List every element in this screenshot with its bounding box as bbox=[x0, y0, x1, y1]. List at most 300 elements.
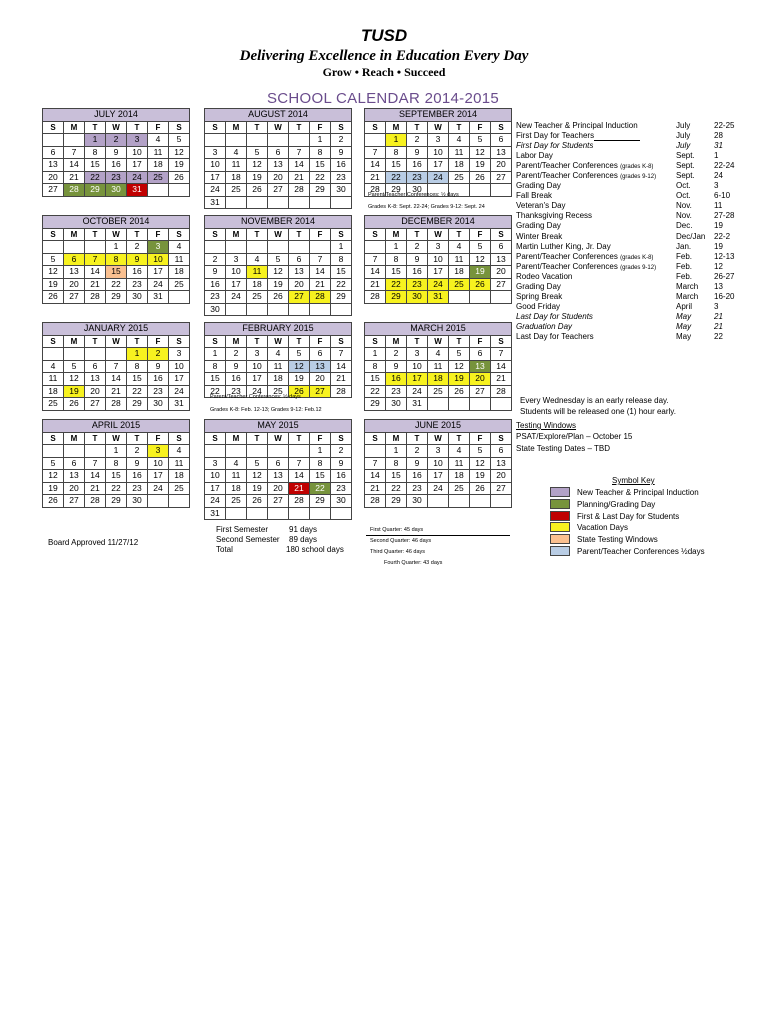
tagline: Delivering Excellence in Education Every Day bbox=[239, 48, 529, 64]
day-cell: 5 bbox=[289, 348, 310, 361]
day-cell: 6 bbox=[64, 253, 85, 266]
day-cell: 18 bbox=[247, 278, 268, 291]
empty-cell bbox=[289, 241, 310, 254]
day-cell: 22 bbox=[127, 385, 148, 398]
month-name: AUGUST 2014 bbox=[205, 109, 352, 122]
day-cell: 3 bbox=[205, 146, 226, 159]
day-cell: 2 bbox=[127, 241, 148, 254]
event-date: 19 bbox=[714, 241, 723, 251]
event-row bbox=[516, 181, 766, 191]
weekday-header: T bbox=[127, 335, 148, 348]
weekday-header: S bbox=[491, 121, 512, 134]
weekday-header: T bbox=[407, 335, 428, 348]
day-cell: 3 bbox=[407, 348, 428, 361]
day-cell: 18 bbox=[449, 159, 470, 172]
day-cell: 15 bbox=[106, 470, 127, 483]
weekday-header: W bbox=[428, 432, 449, 445]
color-swatch bbox=[550, 487, 570, 497]
event-name: Spring Break bbox=[516, 291, 563, 301]
event-date: 19 bbox=[714, 221, 723, 231]
day-cell: 6 bbox=[310, 348, 331, 361]
empty-cell bbox=[470, 184, 491, 197]
day-cell: 28 bbox=[310, 291, 331, 304]
semester-label: First Semester bbox=[216, 525, 269, 534]
event-name: Parent/Teacher Conferences (grades 9-12) bbox=[516, 261, 657, 271]
day-cell: 2 bbox=[407, 241, 428, 254]
day-cell: 16 bbox=[226, 373, 247, 386]
event-name: Parent/Teacher Conferences (grades K-8) bbox=[516, 251, 654, 261]
empty-cell bbox=[226, 134, 247, 147]
day-cell: 10 bbox=[169, 360, 190, 373]
day-cell: 14 bbox=[491, 360, 512, 373]
day-cell: 6 bbox=[491, 445, 512, 458]
weekday-header: S bbox=[365, 335, 386, 348]
day-cell: 3 bbox=[169, 348, 190, 361]
day-cell: 5 bbox=[64, 360, 85, 373]
weekday-header: M bbox=[226, 432, 247, 445]
day-cell: 14 bbox=[85, 470, 106, 483]
day-cell: 5 bbox=[43, 253, 64, 266]
day-cell: 6 bbox=[470, 348, 491, 361]
weekday-header: T bbox=[127, 121, 148, 134]
feb-conference-note: Parent/Teacher Conferences: ½ days bbox=[210, 394, 301, 400]
day-cell: 17 bbox=[226, 278, 247, 291]
day-cell: 7 bbox=[365, 457, 386, 470]
day-cell: 8 bbox=[386, 457, 407, 470]
day-cell: 28 bbox=[491, 385, 512, 398]
day-cell: 25 bbox=[428, 385, 449, 398]
day-cell: 13 bbox=[310, 360, 331, 373]
weekday-header: T bbox=[127, 432, 148, 445]
day-cell: 8 bbox=[386, 253, 407, 266]
day-cell: 2 bbox=[127, 445, 148, 458]
weekday-header: S bbox=[43, 121, 64, 134]
day-cell: 18 bbox=[169, 266, 190, 279]
empty-cell bbox=[247, 134, 268, 147]
day-cell: 5 bbox=[169, 134, 190, 147]
day-cell: 19 bbox=[247, 171, 268, 184]
day-cell: 11 bbox=[43, 373, 64, 386]
day-cell: 21 bbox=[310, 278, 331, 291]
day-cell: 7 bbox=[64, 146, 85, 159]
day-cell: 22 bbox=[106, 482, 127, 495]
day-cell: 24 bbox=[428, 171, 449, 184]
month-calendar bbox=[204, 419, 352, 520]
semester-days-value: 91 days bbox=[289, 525, 318, 534]
empty-cell bbox=[268, 134, 289, 147]
symbol-key-title: Symbol Key bbox=[612, 476, 655, 485]
fourth-quarter: Fourth Quarter: 43 days bbox=[384, 560, 443, 566]
symbol-key-label: New Teacher & Principal Induction bbox=[577, 488, 699, 497]
day-cell: 18 bbox=[226, 171, 247, 184]
day-cell: 29 bbox=[386, 184, 407, 197]
day-cell: 30 bbox=[407, 184, 428, 197]
day-cell: 24 bbox=[148, 278, 169, 291]
empty-cell bbox=[310, 241, 331, 254]
weekday-header: T bbox=[289, 432, 310, 445]
day-cell: 19 bbox=[470, 159, 491, 172]
day-cell: 5 bbox=[470, 134, 491, 147]
day-cell: 19 bbox=[247, 482, 268, 495]
day-cell: 22 bbox=[365, 385, 386, 398]
event-name: First Day for Students bbox=[516, 141, 594, 151]
day-cell: 21 bbox=[64, 171, 85, 184]
event-name: Martin Luther King, Jr. Day bbox=[516, 241, 611, 251]
day-cell: 28 bbox=[365, 495, 386, 508]
day-cell: 3 bbox=[148, 445, 169, 458]
event-date: 22-24 bbox=[714, 161, 735, 171]
color-swatch bbox=[550, 546, 570, 556]
day-cell: 12 bbox=[169, 146, 190, 159]
weekday-header: M bbox=[226, 228, 247, 241]
empty-cell bbox=[85, 348, 106, 361]
day-cell: 28 bbox=[85, 495, 106, 508]
month-name: MAY 2015 bbox=[205, 420, 352, 433]
day-cell: 26 bbox=[449, 385, 470, 398]
month-calendar bbox=[42, 215, 190, 304]
events-list bbox=[516, 121, 766, 342]
day-cell: 18 bbox=[226, 482, 247, 495]
day-cell: 23 bbox=[331, 482, 352, 495]
day-cell: 27 bbox=[470, 385, 491, 398]
event-name: Grading Day bbox=[516, 221, 561, 231]
sept-grades-note: Grades K-8: Sept. 22-24; Grades 9-12: Sept. 24 bbox=[368, 204, 485, 210]
weekday-header: F bbox=[310, 432, 331, 445]
day-cell: 12 bbox=[43, 470, 64, 483]
weekday-header: S bbox=[365, 228, 386, 241]
day-cell: 5 bbox=[43, 457, 64, 470]
day-cell: 23 bbox=[127, 482, 148, 495]
day-cell: 15 bbox=[205, 373, 226, 386]
day-cell: 2 bbox=[386, 348, 407, 361]
empty-cell bbox=[205, 445, 226, 458]
empty-cell bbox=[491, 495, 512, 508]
day-cell: 25 bbox=[449, 482, 470, 495]
color-swatch bbox=[550, 511, 570, 521]
event-name: Rodeo Vacation bbox=[516, 271, 573, 281]
day-cell: 21 bbox=[365, 482, 386, 495]
day-cell: 9 bbox=[331, 457, 352, 470]
empty-cell bbox=[43, 348, 64, 361]
day-cell: 29 bbox=[106, 495, 127, 508]
weekday-header: T bbox=[449, 432, 470, 445]
event-month: May bbox=[676, 331, 692, 341]
symbol-key-item bbox=[550, 511, 679, 522]
day-cell: 23 bbox=[407, 482, 428, 495]
day-cell: 8 bbox=[365, 360, 386, 373]
day-cell: 23 bbox=[407, 278, 428, 291]
day-cell: 1 bbox=[386, 445, 407, 458]
weekday-header: F bbox=[310, 121, 331, 134]
day-cell: 23 bbox=[205, 291, 226, 304]
event-row bbox=[516, 312, 766, 322]
day-cell: 28 bbox=[365, 291, 386, 304]
day-cell: 5 bbox=[470, 241, 491, 254]
day-cell: 27 bbox=[491, 171, 512, 184]
day-cell: 7 bbox=[106, 360, 127, 373]
day-cell: 24 bbox=[205, 495, 226, 508]
weekday-header: F bbox=[310, 335, 331, 348]
day-cell: 20 bbox=[268, 482, 289, 495]
event-month: Nov. bbox=[676, 201, 692, 211]
weekday-header: M bbox=[226, 121, 247, 134]
day-cell: 16 bbox=[106, 159, 127, 172]
day-cell: 1 bbox=[365, 348, 386, 361]
day-cell: 11 bbox=[247, 266, 268, 279]
weekday-header: F bbox=[148, 335, 169, 348]
day-cell: 18 bbox=[449, 470, 470, 483]
day-cell: 30 bbox=[331, 184, 352, 197]
day-cell: 3 bbox=[247, 348, 268, 361]
weekday-header: W bbox=[268, 432, 289, 445]
day-cell: 22 bbox=[331, 278, 352, 291]
day-cell: 26 bbox=[247, 495, 268, 508]
empty-cell bbox=[289, 196, 310, 209]
empty-cell bbox=[169, 291, 190, 304]
weekday-header: F bbox=[148, 228, 169, 241]
month-calendar bbox=[204, 108, 352, 209]
day-cell: 16 bbox=[127, 266, 148, 279]
weekday-header: T bbox=[407, 228, 428, 241]
day-cell: 27 bbox=[85, 398, 106, 411]
day-cell: 2 bbox=[205, 253, 226, 266]
day-cell: 25 bbox=[169, 482, 190, 495]
day-cell: 11 bbox=[169, 253, 190, 266]
day-cell: 20 bbox=[470, 373, 491, 386]
day-cell: 11 bbox=[148, 146, 169, 159]
third-quarter: Third Quarter: 46 days bbox=[370, 549, 426, 555]
event-month: July bbox=[676, 121, 691, 130]
day-cell: 3 bbox=[428, 134, 449, 147]
day-cell: 15 bbox=[386, 470, 407, 483]
day-cell: 7 bbox=[365, 253, 386, 266]
day-cell: 17 bbox=[205, 482, 226, 495]
day-cell: 26 bbox=[169, 171, 190, 184]
day-cell: 26 bbox=[289, 385, 310, 398]
weekday-header: T bbox=[407, 432, 428, 445]
day-cell: 6 bbox=[85, 360, 106, 373]
event-date: 16-20 bbox=[714, 291, 735, 301]
day-cell: 17 bbox=[148, 266, 169, 279]
semester-days-value: 89 days bbox=[289, 535, 318, 544]
day-cell: 10 bbox=[428, 146, 449, 159]
symbol-key-item bbox=[550, 499, 655, 510]
empty-cell bbox=[310, 303, 331, 316]
event-row bbox=[516, 201, 766, 211]
day-cell: 30 bbox=[106, 184, 127, 197]
day-cell: 6 bbox=[491, 241, 512, 254]
empty-cell bbox=[449, 495, 470, 508]
day-cell: 19 bbox=[43, 482, 64, 495]
day-cell: 22 bbox=[310, 171, 331, 184]
day-cell: 12 bbox=[268, 266, 289, 279]
weekday-header: T bbox=[127, 228, 148, 241]
empty-cell bbox=[64, 241, 85, 254]
month-name: NOVEMBER 2014 bbox=[205, 216, 352, 229]
empty-cell bbox=[247, 241, 268, 254]
event-month: Jan. bbox=[676, 241, 692, 251]
day-cell: 16 bbox=[407, 159, 428, 172]
day-cell: 24 bbox=[428, 278, 449, 291]
testing-windows-title: Testing Windows bbox=[516, 421, 577, 430]
month-calendar bbox=[204, 215, 352, 316]
day-cell: 15 bbox=[310, 159, 331, 172]
day-cell: 17 bbox=[148, 470, 169, 483]
event-date: 31 bbox=[714, 141, 723, 151]
empty-cell bbox=[268, 241, 289, 254]
day-cell: 27 bbox=[268, 184, 289, 197]
weekday-header: S bbox=[205, 335, 226, 348]
sept-conference-note: Parent/Teacher Conferences: ½ days bbox=[368, 192, 459, 198]
day-cell: 1 bbox=[310, 445, 331, 458]
month-name: MARCH 2015 bbox=[365, 323, 512, 336]
day-cell: 30 bbox=[148, 398, 169, 411]
symbol-key-item bbox=[550, 546, 705, 557]
event-name: Fall Break bbox=[516, 191, 553, 201]
symbol-key-item bbox=[550, 487, 699, 498]
weekday-header: W bbox=[428, 335, 449, 348]
day-cell: 13 bbox=[491, 253, 512, 266]
weekday-header: T bbox=[449, 228, 470, 241]
day-cell: 4 bbox=[449, 445, 470, 458]
day-cell: 17 bbox=[127, 159, 148, 172]
month-calendar bbox=[204, 322, 352, 398]
empty-cell bbox=[289, 303, 310, 316]
month-calendar bbox=[364, 322, 512, 411]
day-cell: 1 bbox=[386, 241, 407, 254]
day-cell: 23 bbox=[127, 278, 148, 291]
weekday-header: S bbox=[43, 228, 64, 241]
day-cell: 20 bbox=[64, 482, 85, 495]
day-cell: 7 bbox=[491, 348, 512, 361]
weekday-header: M bbox=[386, 121, 407, 134]
day-cell: 24 bbox=[428, 482, 449, 495]
day-cell: 14 bbox=[289, 159, 310, 172]
day-cell: 30 bbox=[407, 291, 428, 304]
event-month: April bbox=[676, 301, 693, 311]
day-cell: 28 bbox=[106, 398, 127, 411]
weekday-header: S bbox=[169, 121, 190, 134]
day-cell: 1 bbox=[205, 348, 226, 361]
weekday-header: W bbox=[106, 228, 127, 241]
day-cell: 8 bbox=[331, 253, 352, 266]
color-swatch bbox=[550, 534, 570, 544]
semester-label: Second Semester bbox=[216, 535, 280, 544]
empty-cell bbox=[247, 196, 268, 209]
semester-labels bbox=[216, 525, 280, 555]
empty-cell bbox=[226, 445, 247, 458]
day-cell: 27 bbox=[43, 184, 64, 197]
day-cell: 9 bbox=[205, 266, 226, 279]
symbol-key-label: State Testing Windows bbox=[577, 535, 658, 545]
weekday-header: T bbox=[407, 121, 428, 134]
day-cell: 5 bbox=[470, 445, 491, 458]
day-cell: 21 bbox=[331, 373, 352, 386]
event-date: 22-25 bbox=[714, 121, 735, 130]
day-cell: 25 bbox=[43, 398, 64, 411]
weekday-header: M bbox=[386, 432, 407, 445]
day-cell: 9 bbox=[106, 146, 127, 159]
day-cell: 24 bbox=[148, 482, 169, 495]
day-cell: 3 bbox=[428, 445, 449, 458]
day-cell: 17 bbox=[428, 159, 449, 172]
day-cell: 25 bbox=[449, 171, 470, 184]
event-date: 6-10 bbox=[714, 191, 731, 201]
day-cell: 26 bbox=[64, 398, 85, 411]
event-row bbox=[516, 262, 766, 272]
day-cell: 9 bbox=[127, 253, 148, 266]
feb-grades-note: Grades K-8: Feb. 12-13; Grades 9-12: Feb.12 bbox=[210, 407, 322, 413]
day-cell: 25 bbox=[169, 278, 190, 291]
weekday-header: S bbox=[331, 228, 352, 241]
day-cell: 26 bbox=[470, 171, 491, 184]
event-date: 12-13 bbox=[714, 251, 735, 261]
empty-cell bbox=[491, 184, 512, 197]
day-cell: 14 bbox=[310, 266, 331, 279]
day-cell: 29 bbox=[106, 291, 127, 304]
weekday-header: T bbox=[449, 121, 470, 134]
weekday-header: S bbox=[331, 121, 352, 134]
day-cell: 20 bbox=[85, 385, 106, 398]
day-cell: 15 bbox=[310, 470, 331, 483]
day-cell: 11 bbox=[226, 159, 247, 172]
day-cell: 13 bbox=[85, 373, 106, 386]
day-cell: 29 bbox=[310, 495, 331, 508]
event-row bbox=[516, 211, 766, 221]
day-cell: 16 bbox=[386, 373, 407, 386]
event-month: Sept. bbox=[676, 151, 695, 161]
weekday-header: S bbox=[491, 432, 512, 445]
day-cell: 4 bbox=[43, 360, 64, 373]
day-cell: 15 bbox=[386, 159, 407, 172]
testing-state: State Testing Dates – TBD bbox=[516, 444, 610, 453]
empty-cell bbox=[169, 184, 190, 197]
day-cell: 26 bbox=[268, 291, 289, 304]
day-cell: 10 bbox=[428, 457, 449, 470]
day-cell: 26 bbox=[43, 291, 64, 304]
day-cell: 9 bbox=[407, 457, 428, 470]
day-cell: 14 bbox=[289, 470, 310, 483]
month-name: FEBRUARY 2015 bbox=[205, 323, 352, 336]
day-cell: 24 bbox=[205, 184, 226, 197]
event-date: 11 bbox=[714, 201, 723, 211]
weekday-header: M bbox=[386, 335, 407, 348]
second-quarter: Second Quarter: 46 days bbox=[370, 538, 432, 544]
day-cell: 5 bbox=[247, 146, 268, 159]
day-cell: 27 bbox=[289, 291, 310, 304]
day-cell: 31 bbox=[407, 398, 428, 411]
empty-cell bbox=[365, 241, 386, 254]
day-cell: 20 bbox=[289, 278, 310, 291]
event-month: Oct. bbox=[676, 191, 691, 201]
day-cell: 12 bbox=[470, 253, 491, 266]
weekday-header: S bbox=[43, 432, 64, 445]
empty-cell bbox=[106, 348, 127, 361]
day-cell: 10 bbox=[148, 457, 169, 470]
day-cell: 15 bbox=[127, 373, 148, 386]
event-date: 12 bbox=[714, 261, 723, 271]
day-cell: 27 bbox=[64, 495, 85, 508]
day-cell: 6 bbox=[268, 146, 289, 159]
day-cell: 11 bbox=[428, 360, 449, 373]
first-quarter: First Quarter: 45 days bbox=[370, 527, 424, 533]
weekday-header: S bbox=[169, 228, 190, 241]
day-cell: 9 bbox=[127, 457, 148, 470]
day-cell: 30 bbox=[407, 495, 428, 508]
day-cell: 7 bbox=[310, 253, 331, 266]
month-name: JUNE 2015 bbox=[365, 420, 512, 433]
weekday-header: W bbox=[428, 228, 449, 241]
